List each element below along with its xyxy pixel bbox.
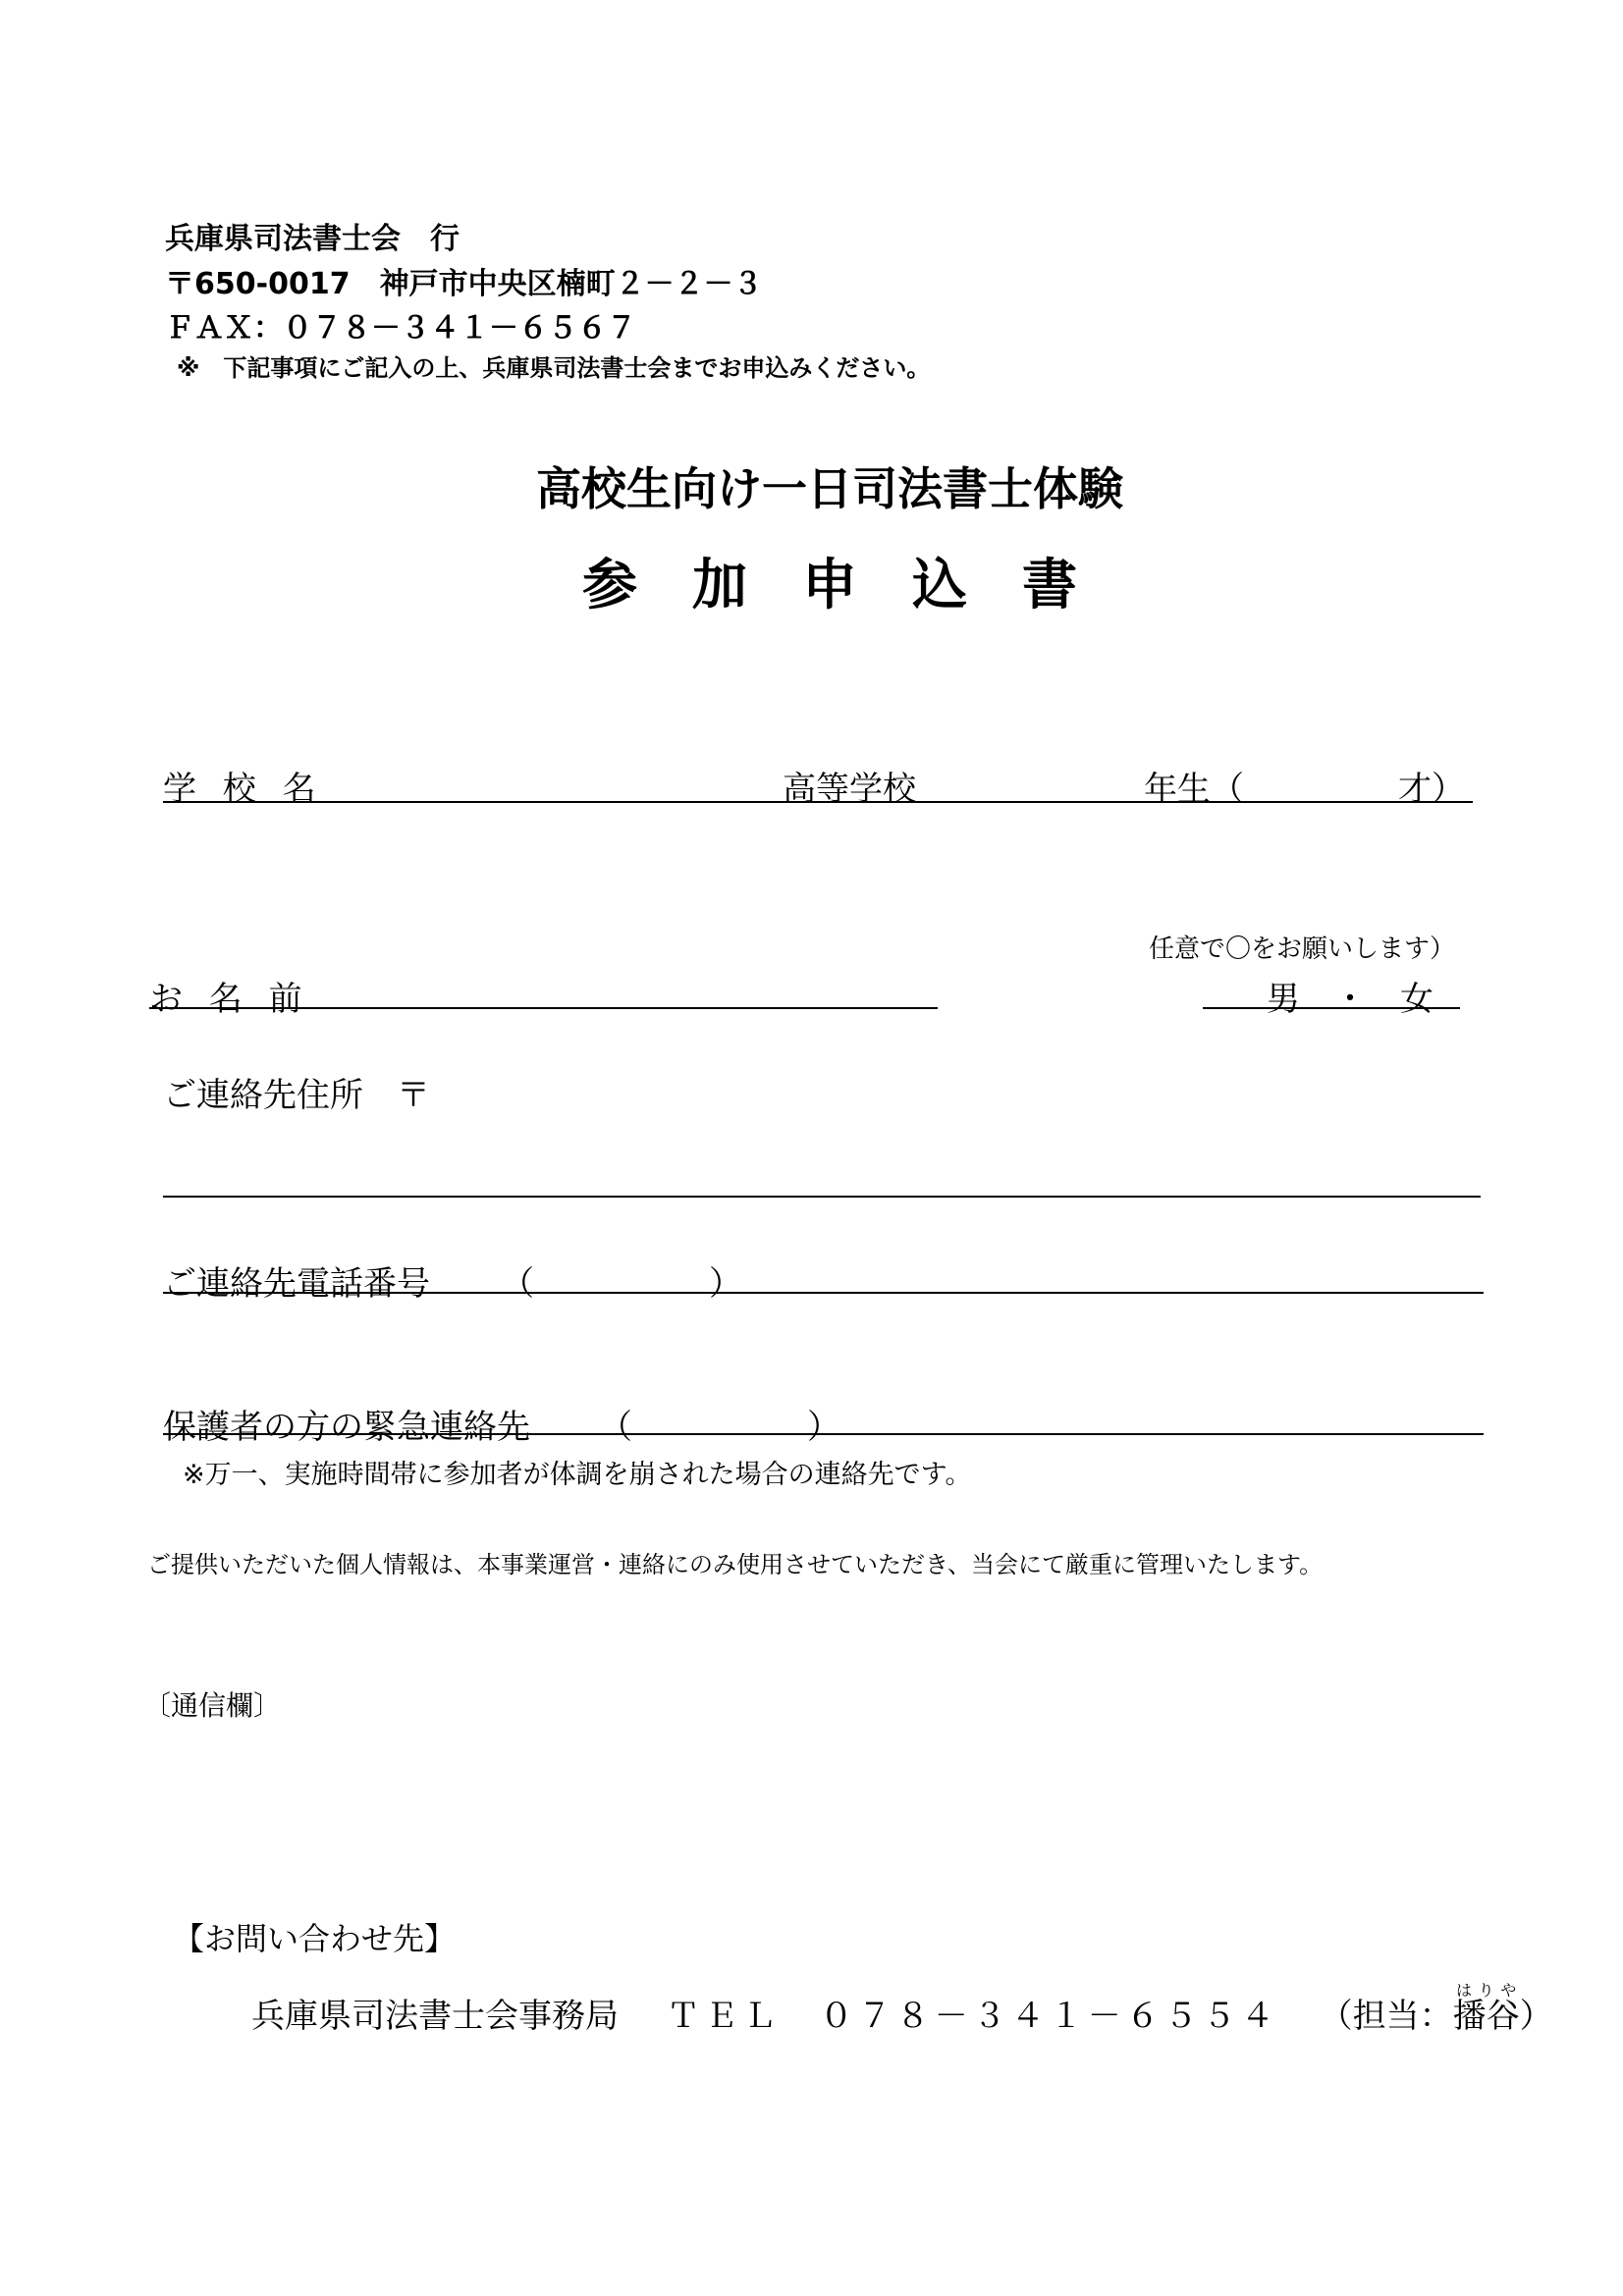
postal-address: 〒650-0017 神戸市中央区楠町２－２－３	[165, 267, 763, 301]
guardian-area-open: （	[599, 1408, 632, 1447]
name-field-underline[interactable]	[149, 1007, 938, 1009]
contact-heading: 【お問い合わせ先】	[173, 1920, 457, 1957]
form-title: 参 加 申 込 書	[582, 554, 1077, 617]
comments-label: 〔通信欄〕	[143, 1689, 282, 1722]
instruction-note: ※ 下記事項にご記入の上、兵庫県司法書士会までお申込みください。	[177, 354, 931, 382]
guardian-field-underline[interactable]	[163, 1433, 1484, 1435]
school-suffix: 高等学校	[783, 770, 916, 809]
addressee: 兵庫県司法書士会 行	[165, 222, 460, 256]
phone-field-underline[interactable]	[163, 1292, 1484, 1294]
contact-person-ruby: はりや	[1452, 1981, 1520, 2000]
name-label: お 名 前	[149, 980, 310, 1019]
address-field-underline[interactable]	[163, 1196, 1481, 1198]
optional-note: 任意で〇をお願いします）	[1149, 934, 1456, 964]
contact-person-suffix: ）	[1519, 1997, 1553, 2036]
privacy-note: ご提供いただいた個人情報は、本事業運営・連絡にのみ使用させていただき、当会にて厳重に管理いたします。	[147, 1551, 1324, 1578]
guardian-label: 保護者の方の緊急連絡先	[163, 1408, 530, 1447]
contact-person-prefix: （担当：	[1319, 1997, 1453, 2036]
school-label: 学 校 名	[163, 770, 324, 809]
gender-choice[interactable]: 男 ・ 女	[1267, 980, 1434, 1019]
contact-person-name: 播谷	[1452, 1997, 1520, 2036]
contact-tel: ＴＥＬ ０７８－３４１－６５５４	[666, 1997, 1279, 2036]
gender-underline	[1203, 1007, 1460, 1009]
contact-line	[251, 1981, 1553, 2037]
phone-label: ご連絡先電話番号	[163, 1264, 430, 1304]
address-label: ご連絡先住所 〒	[163, 1076, 430, 1115]
grade-label: 年生（	[1144, 770, 1244, 809]
phone-area-close: ）	[709, 1264, 742, 1304]
contact-office: 兵庫県司法書士会事務局	[251, 1997, 619, 2036]
school-field-underline[interactable]	[163, 801, 1473, 803]
page-title: 高校生向け一日司法書士体験	[536, 462, 1123, 515]
age-label: 才）	[1398, 770, 1465, 809]
guardian-area-close: ）	[807, 1408, 840, 1447]
contact-person	[1452, 1981, 1520, 2036]
fax-number: ＦＡＸ：０７８－３４１－６５６７	[165, 311, 636, 346]
guardian-note: ※万一、実施時間帯に参加者が体調を崩された場合の連絡先です。	[183, 1460, 972, 1490]
phone-area-open: （	[501, 1264, 534, 1304]
